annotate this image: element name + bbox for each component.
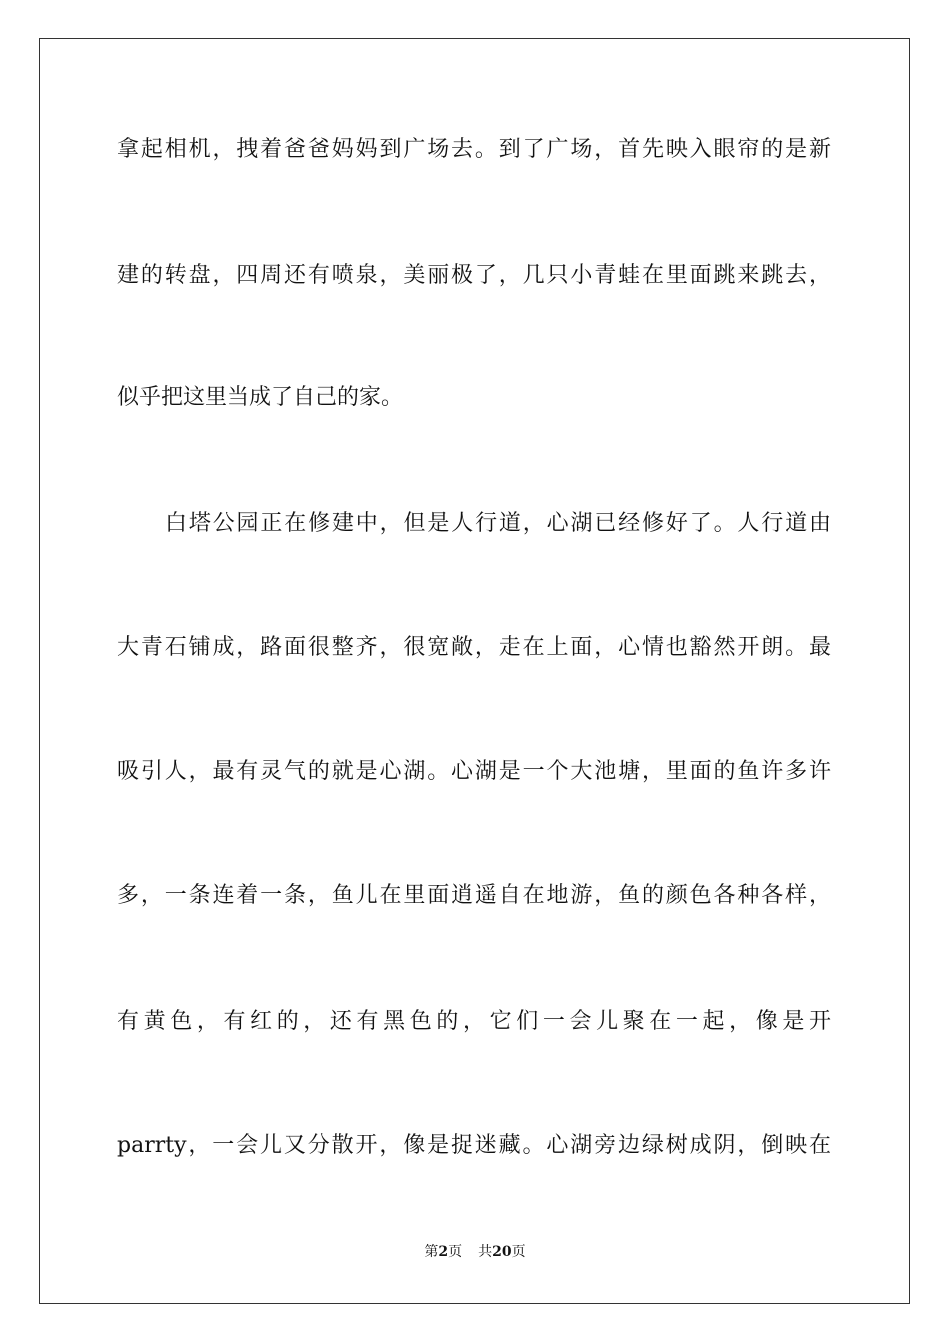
page-frame xyxy=(39,38,910,1304)
body-text-line: parrty，一会儿又分散开，像是捉迷藏。心湖旁边绿树成阴，倒映在 xyxy=(117,1133,831,1158)
body-text-line: 吸引人，最有灵气的就是心湖。心湖是一个大池塘，里面的鱼许多许 xyxy=(117,759,831,784)
paragraph-first-line: 白塔公园正在修建中，但是人行道，心湖已经修好了。人行道由 xyxy=(165,511,831,536)
page-indicator: 第2页 xyxy=(424,1244,463,1260)
body-text-line: 似乎把这里当成了自己的家。 xyxy=(117,385,404,410)
body-text-line: 大青石铺成，路面很整齐，很宽敞，走在上面，心情也豁然开朗。最 xyxy=(117,635,831,660)
body-text-line: 多，一条连着一条，鱼儿在里面逍遥自在地游，鱼的颜色各种各样， xyxy=(117,883,831,908)
body-text-line: 拿起相机，拽着爸爸妈妈到广场去。到了广场，首先映入眼帘的是新 xyxy=(117,137,831,162)
total-pages-indicator: 共20页 xyxy=(478,1244,526,1260)
page-footer xyxy=(0,1243,950,1261)
body-text-line: 有黄色，有红的，还有黑色的，它们一会儿聚在一起，像是开 xyxy=(117,1009,831,1034)
body-text-line: 建的转盘，四周还有喷泉，美丽极了，几只小青蛙在里面跳来跳去， xyxy=(117,263,831,288)
